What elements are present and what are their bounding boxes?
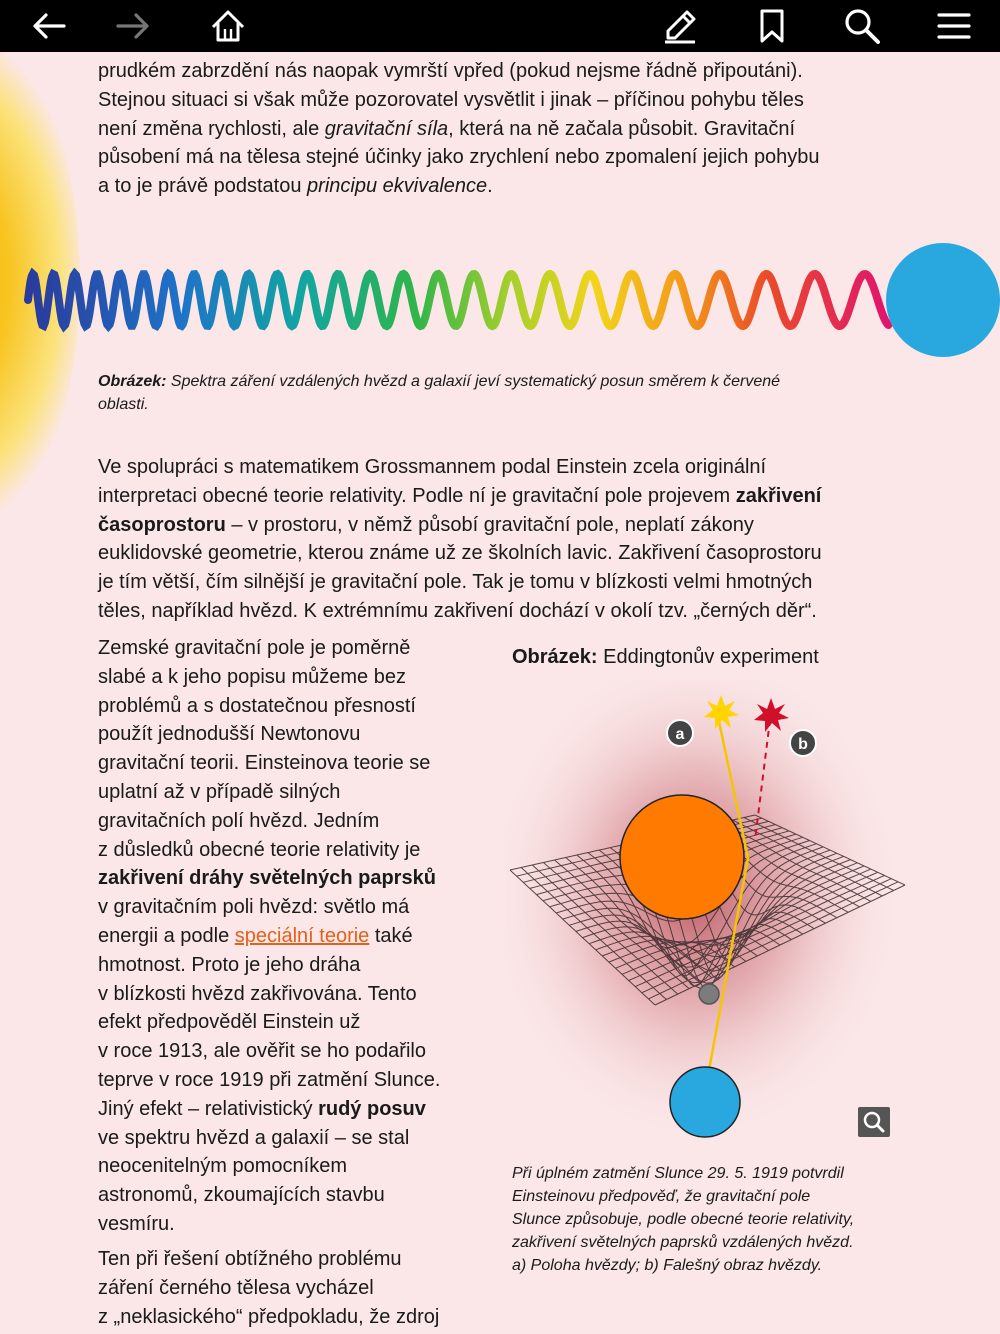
left-column-paragraph — [98, 634, 440, 1239]
eddington-caption — [512, 1162, 922, 1277]
text-span: . — [487, 175, 493, 198]
text-line: záření černého tělesa vycházel — [98, 1276, 374, 1299]
text-line — [98, 864, 440, 893]
caption-label: Obrázek: — [98, 373, 167, 390]
spectrum-wave-svg — [0, 230, 1000, 370]
italic-term: gravitační síla — [324, 117, 449, 140]
bookmark-icon — [757, 8, 787, 44]
text-span: také — [369, 924, 413, 947]
grossmann-paragraph — [98, 453, 822, 626]
menu-button[interactable] — [924, 0, 984, 52]
text-line: z důsledků obecné teorie relativity je — [98, 838, 421, 861]
text-line: těles, například hvězd. K extrémnímu zakřivení dochází v okolí tzv. „černých děr“. — [98, 599, 817, 622]
text-line: gravitačních polí hvězd. Jedním — [98, 809, 380, 832]
text-line: gravitační teorii. Einsteinova teorie se — [98, 752, 431, 775]
search-icon — [843, 7, 881, 45]
text-line: hmotnost. Proto je jeho dráha — [98, 953, 361, 976]
marker-a-label: a — [675, 726, 685, 743]
caption-line — [98, 370, 918, 393]
spectrum-caption — [98, 370, 918, 416]
text-span: interpretaci obecné teorie relativity. Podle ní je gravitační pole projevem — [98, 484, 736, 507]
spectrum-wave-illustration — [0, 230, 1000, 370]
text-line: teprve v roce 1919 při zatmění Slunce. — [98, 1068, 441, 1091]
zoom-figure-button[interactable] — [858, 1107, 890, 1137]
text-line: z „neklasického“ předpokladu, že zdroj — [98, 1305, 440, 1328]
text-line: prudkém zabrzdění nás naopak vymrští vpřed (pokud nejsme řádně připoutáni). — [98, 60, 803, 82]
text-line: Ten při řešení obtížného problému — [98, 1248, 402, 1270]
caption-text: Spektra záření vzdálených hvězd a galaxií jeví systematický posun směrem k červené — [166, 373, 781, 390]
text-span: energii a podle — [98, 924, 235, 947]
text-line — [98, 511, 822, 540]
caption-line: a) Poloha hvězdy; b) Falešný obraz hvězdy. — [512, 1257, 823, 1274]
bookmark-button[interactable] — [742, 0, 802, 52]
text-line — [98, 1095, 440, 1124]
text-line: slabé a k jeho popisu můžeme bez — [98, 665, 406, 688]
text-span: , která na ně začala působit. Gravitační — [448, 117, 796, 140]
arrow-left-icon — [31, 11, 67, 41]
wave-line — [28, 274, 888, 326]
text-line — [98, 482, 822, 511]
bold-term: zakřivení dráhy světelných paprsků — [98, 867, 436, 890]
text-line: efekt předpověděl Einstein už — [98, 1011, 361, 1034]
pencil-icon — [661, 7, 699, 45]
caption-line: Při úplném zatmění Slunce 29. 5. 1919 potvrdil — [512, 1165, 844, 1182]
text-span: – v prostoru, v němž působí gravitační pole, neplatí zákony — [225, 513, 754, 536]
earth-circle — [670, 1067, 740, 1137]
edit-button[interactable] — [650, 0, 710, 52]
earth-circle — [886, 243, 1000, 357]
text-line — [98, 115, 820, 144]
bold-term: časoprostoru — [98, 513, 226, 536]
hidden-planet-circle — [699, 984, 719, 1004]
text-line: neocenitelným pomocníkem — [98, 1155, 348, 1178]
hamburger-menu-icon — [937, 11, 971, 41]
text-line: v blízkosti hvězd zakřivována. Tento — [98, 982, 417, 1005]
text-span: není změna rychlosti, ale — [98, 117, 325, 140]
special-relativity-link[interactable]: speciální teorie — [234, 924, 370, 947]
search-button[interactable] — [832, 0, 892, 52]
text-line — [98, 172, 820, 201]
text-line: Zemské gravitační pole je poměrně — [98, 637, 411, 659]
marker-b-label: b — [798, 736, 808, 753]
text-line: působení má na tělesa stejné účinky jako zrychlení nebo zpomalení jejich pohybu — [98, 146, 820, 169]
bold-term: zakřivení — [735, 484, 822, 507]
eddington-diagram-svg — [505, 680, 915, 1150]
caption-line: Slunce způsobuje, podle obecné teorie relativity, — [512, 1211, 855, 1228]
top-toolbar — [0, 0, 1000, 52]
caption-line: zakřivení světelných paprsků vzdálených hvězd. — [512, 1234, 854, 1251]
text-line: v gravitačním poli hvězd: světlo má — [98, 896, 410, 919]
text-span: Jiný efekt – relativistický — [98, 1097, 319, 1120]
figure-title-text: Eddingtonův experiment — [597, 646, 819, 668]
text-line: v roce 1913, ale ověřit se ho podařilo — [98, 1040, 426, 1063]
magnifier-icon — [862, 1111, 886, 1133]
text-line: ve spektru hvězd a galaxií – se stal — [98, 1126, 410, 1149]
text-line: uplatní až v případě silných — [98, 780, 341, 803]
eddington-figure-title — [512, 644, 819, 670]
text-line: použít jednodušší Newtonovu — [98, 723, 361, 746]
back-button[interactable] — [19, 0, 79, 52]
text-line — [98, 922, 440, 951]
sun-circle — [620, 795, 744, 919]
text-span: a to je právě podstatou — [98, 175, 308, 198]
text-line: vesmíru. — [98, 1212, 175, 1235]
italic-term: principu ekvivalence — [307, 175, 488, 198]
caption-line: oblasti. — [98, 396, 149, 413]
forward-button[interactable] — [103, 0, 163, 52]
text-line: euklidovské geometrie, kterou známe už ze školních lavic. Zakřivení časoprostoru — [98, 542, 822, 565]
intro-paragraph — [98, 57, 820, 201]
text-line: je tím větší, čím silnější je gravitační pole. Tak je tomu v blízkosti velmi hmotných — [98, 571, 813, 594]
bold-term: rudý posuv — [318, 1097, 426, 1120]
caption-line: Einsteinovu předpověď, že gravitační pole — [512, 1188, 811, 1205]
home-icon — [210, 8, 246, 44]
marker-a — [667, 720, 693, 746]
figure-label: Obrázek: — [512, 646, 598, 668]
arrow-right-icon — [115, 11, 151, 41]
text-line: astronomů, zkoumajících stavbu — [98, 1184, 385, 1207]
marker-b — [790, 730, 816, 756]
text-line: Stejnou situaci si však může pozorovatel vysvětlit i jinak – příčinou pohybu těles — [98, 88, 804, 111]
text-line: Ve spolupráci s matematikem Grossmannem podal Einstein zcela originální — [98, 456, 767, 478]
text-line: problémů a s dostatečnou přesností — [98, 694, 416, 717]
black-body-paragraph — [98, 1245, 439, 1331]
eddington-figure — [505, 680, 915, 1150]
home-button[interactable] — [198, 0, 258, 52]
